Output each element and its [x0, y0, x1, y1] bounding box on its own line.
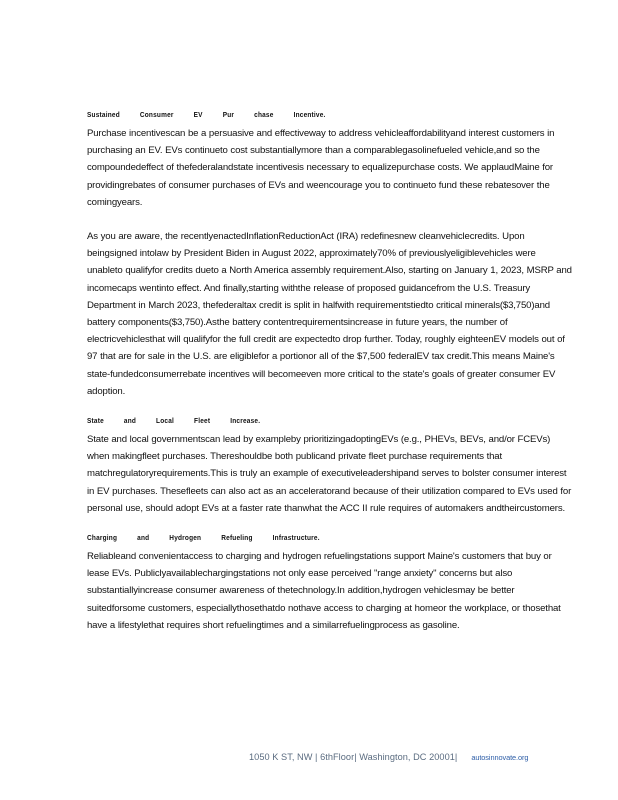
paragraph-incentive-intro: Purchase incentivescan be a persuasive and effectiveway to address vehicleaffordabilityand interest customers in purchasing an EV. EVs continueto cost substantiallymore than a comparablegasolinefueled vehicle,and so the compoundedeffect of thefederalandstate incentivesis necessary to equalizepurchase costs. We applaudMaine for providingrebates of consumer purchases of EVs and weencourage you to continueto fund these rebatesover the comingyears.: [87, 128, 555, 208]
section-heading-incentive: Sustained Consumer EV Pur chase Incentive.: [87, 111, 326, 120]
section-heading-infrastructure: Charging and Hydrogen Refueling Infrastructure.: [87, 534, 320, 543]
letter-body: [87, 111, 573, 634]
paragraph-infrastructure: Reliableand convenientaccess to charging and hydrogen refuelingstations support Maine's customers that buy or lease EVs. Publiclyavailablechargingstations not only ease perceived "range anxiety" concerns but also substantiallyincrease consumer awareness of thetechnology.In addition,hydrogen vehiclesmay be better suitedforsome customers, especiallythosethatdo nothave access to charging at homeor the workplace, or thosethat have a lifestylethat requires short refuelingtimes and a similarrefuelingprocess as gasoline.: [87, 551, 561, 631]
footer-website-link[interactable]: autosinnovate.org: [471, 752, 529, 762]
paragraph-fleet: State and local governmentscan lead by exampleby prioritizingadoptingEVs (e.g., PHEVs, BEVs, and/or FCEVs) when makingfleet purchases. Thereshouldbe both publicand private fleet purchase requirements that matchregulatoryrequirements.This is truly an example of executiveleadershipand serves to bolster consumer interest in EV purchases. Thesefleets can also act as an acceleratorand because of their utilization compared to EVs used for personal use, should adopt EVs at a faster rate thanwhat the ACC II rule requires of automakers andtheircustomers.: [87, 434, 572, 514]
section-heading-fleet: State and Local Fleet Increase.: [87, 417, 261, 426]
page-footer: [249, 751, 528, 763]
paragraph-ira-credits: As you are aware, the recentlyenactedInflationReductionAct (IRA) redefinesnew cleanvehiclecredits. Upon beingsigned intolaw by President Biden in August 2022, approximately70% of previouslyeligiblevehicles were unableto qualifyfor credits dueto a North America assembly requirement.Also, starting on January 1, 2023, MSRP and incomecaps wentinto effect. And finally,starting withthe release of proposed guidancefrom the U.S. Treasury Department in March 2023, thefederaltax credit is split in halfwith requirementstiedto critical minerals($3,750)and battery components($3,750).Asthe battery contentrequirementsincrease in future years, the number of electricvehiclesthat will qualifyfor the full credit are expectedto drop further. Today, roughly eighteenEV models out of 97 that are for sale in the U.S. are eligiblefor a portionor all of the $7,500 federalEV tax credit.This means Maine's state-fundedconsumerrebate incentives will becomeeven more critical to the state's goals of greater consumer EV adoption.: [87, 231, 572, 397]
footer-address: 1050 K ST, NW | 6thFloor| Washington, DC 20001|: [249, 752, 458, 762]
